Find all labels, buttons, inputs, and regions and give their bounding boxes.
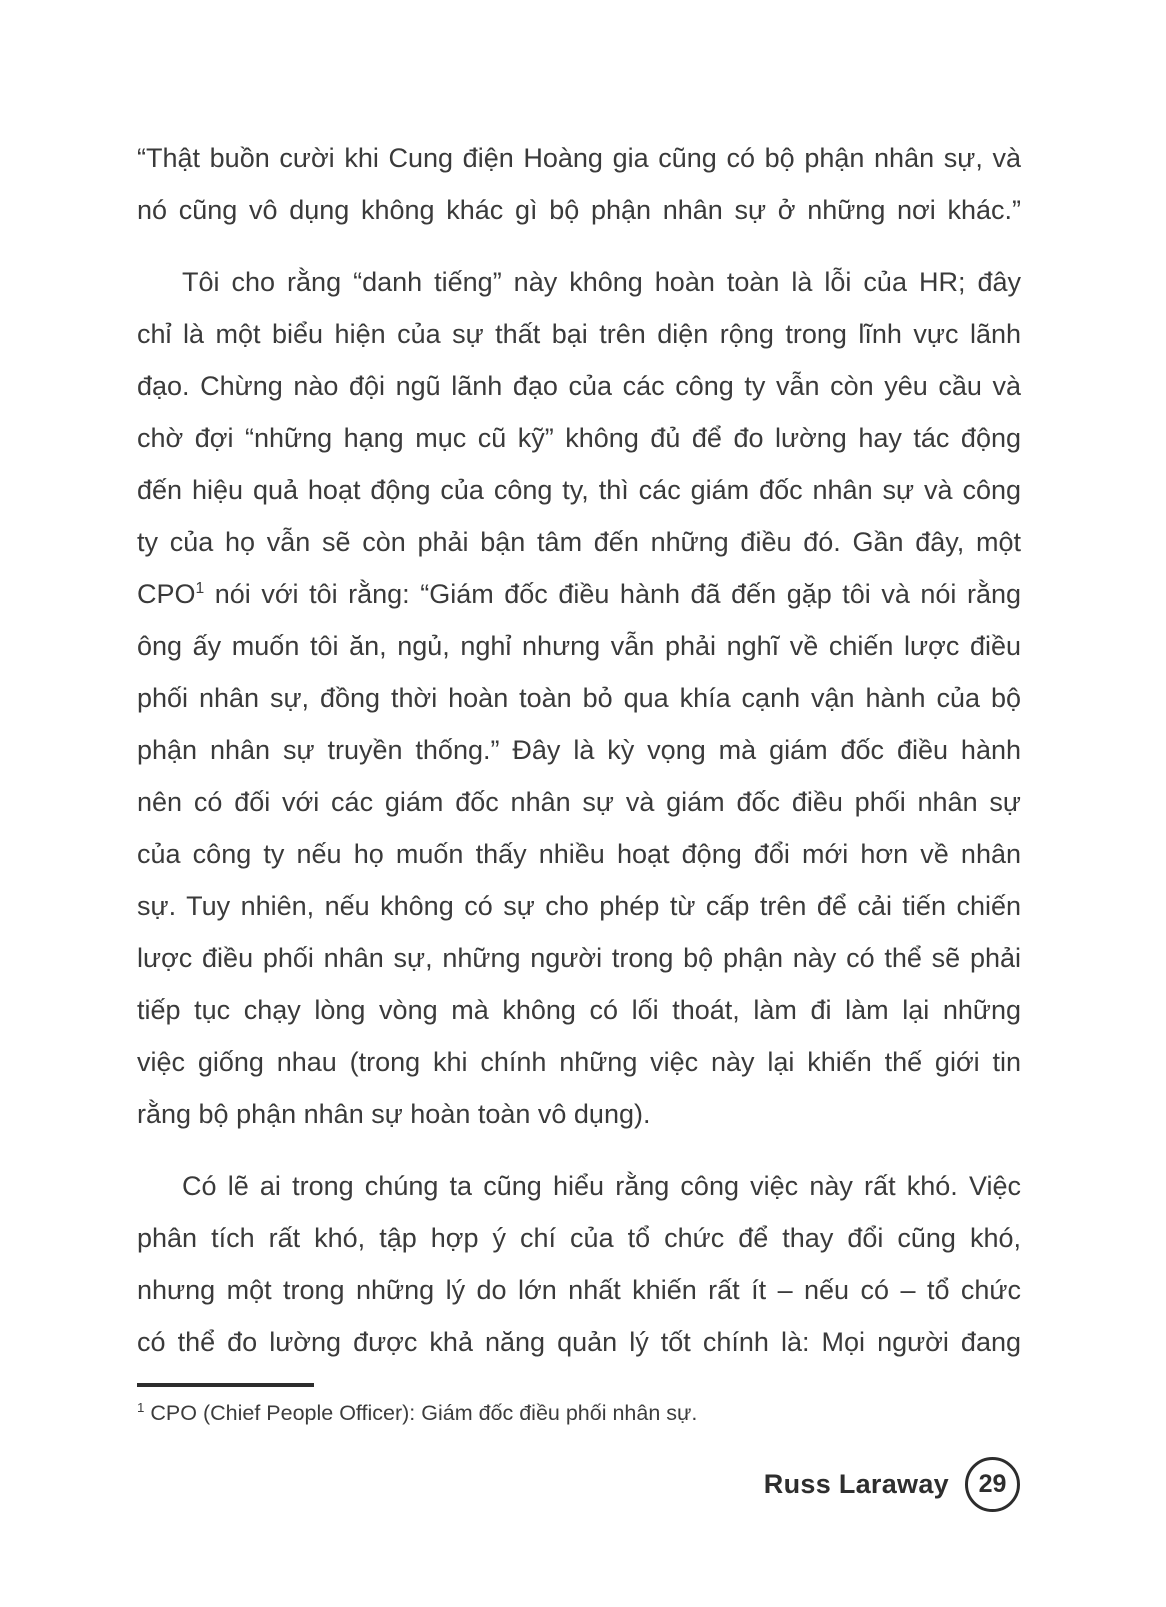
text-line: nên có đối với các giám đốc nhân sự và giám đốc điều phối nhân sự: [137, 787, 1021, 817]
paragraph: [137, 1160, 1021, 1368]
footer-author: Russ Laraway: [763, 1469, 949, 1499]
paragraph-quote: [137, 132, 1021, 236]
text-line: phận nhân sự truyền thống.” Đây là kỳ vọng mà giám đốc điều hành: [137, 735, 1021, 765]
text-line: “Thật buồn cười khi Cung điện Hoàng gia cũng có bộ phận nhân sự, và: [137, 143, 1021, 173]
text-line: đạo. Chừng nào đội ngũ lãnh đạo của các công ty vẫn còn yêu cầu và: [137, 371, 1021, 401]
page-number-badge: [965, 1457, 1020, 1512]
text-line: [137, 568, 1021, 620]
text-line: Có lẽ ai trong chúng ta cũng hiểu rằng công việc này rất khó. Việc: [182, 1171, 1021, 1201]
text-line: ty của họ vẫn sẽ còn phải bận tâm đến những điều đó. Gần đây, một: [137, 527, 1021, 557]
text-line: phối nhân sự, đồng thời hoàn toàn bỏ qua khía cạnh vận hành của bộ: [137, 683, 1021, 713]
footnote-reference-superscript: 1: [195, 580, 205, 597]
page-number: 29: [978, 1470, 1007, 1498]
body-text: [137, 132, 1021, 1368]
text-line: của công ty nếu họ muốn thấy nhiều hoạt động đổi mới hơn về nhân: [137, 839, 1021, 869]
footnote-text: [137, 1400, 1021, 1427]
page-footer: [764, 1457, 1020, 1512]
text-line: rằng bộ phận nhân sự hoàn toàn vô dụng).: [137, 1099, 651, 1129]
footnote-text-body: CPO (Chief People Officer): Giám đốc điều phối nhân sự.: [144, 1401, 698, 1425]
text-line: lược điều phối nhân sự, những người trong bộ phận này có thể sẽ phải: [137, 943, 1021, 973]
text-line: tiếp tục chạy lòng vòng mà không có lối thoát, làm đi làm lại những: [137, 995, 1021, 1025]
text-line: phân tích rất khó, tập hợp ý chí của tổ chức để thay đổi cũng khó,: [137, 1223, 1021, 1253]
text-segment: nói với tôi rằng: “Giám đốc điều hành đã đến gặp tôi và nói rằng: [204, 579, 1021, 609]
text-line: nhưng một trong những lý do lớn nhất khiến rất ít – nếu có – tổ chức: [137, 1275, 1021, 1305]
text-line: việc giống nhau (trong khi chính những việc này lại khiến thế giới tin: [137, 1047, 1021, 1077]
text-line: có thể đo lường được khả năng quản lý tốt chính là: Mọi người đang: [137, 1327, 1021, 1357]
footnote-divider: [137, 1383, 314, 1387]
paragraph: [137, 256, 1021, 1140]
text-line: ông ấy muốn tôi ăn, ngủ, nghỉ nhưng vẫn phải nghĩ về chiến lược điều: [137, 631, 1021, 661]
text-line: chờ đợi “những hạng mục cũ kỹ” không đủ để đo lường hay tác động: [137, 423, 1021, 453]
text-line: đến hiệu quả hoạt động của công ty, thì các giám đốc nhân sự và công: [137, 475, 1021, 505]
text-line: chỉ là một biểu hiện của sự thất bại trên diện rộng trong lĩnh vực lãnh: [137, 319, 1021, 349]
text-line: nó cũng vô dụng không khác gì bộ phận nhân sự ở những nơi khác.”: [137, 195, 1021, 225]
footnote-section: [137, 1383, 1021, 1427]
text-line: sự. Tuy nhiên, nếu không có sự cho phép từ cấp trên để cải tiến chiến: [137, 891, 1021, 921]
footnote-marker-superscript: 1: [137, 1399, 145, 1415]
text-line: Tôi cho rằng “danh tiếng” này không hoàn toàn là lỗi của HR; đây: [182, 267, 1021, 297]
text-segment: CPO: [137, 579, 196, 609]
